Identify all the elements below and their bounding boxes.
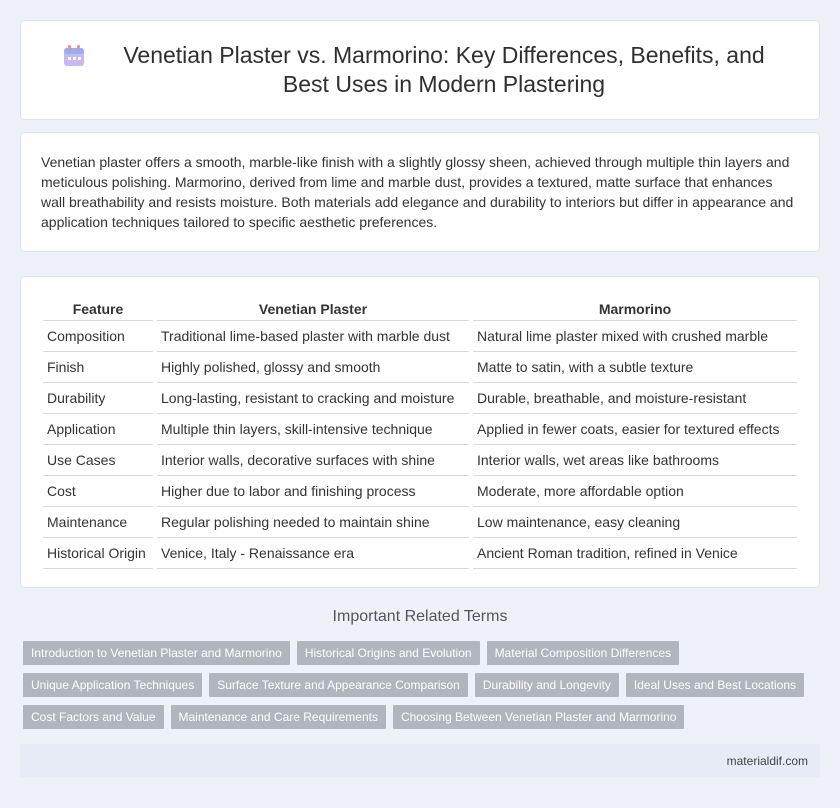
table-cell-feature: Use Cases — [43, 445, 153, 476]
footer-site-link[interactable]: materialdif.com — [726, 753, 808, 768]
table-cell-marmorino: Natural lime plaster mixed with crushed marble — [473, 321, 797, 352]
related-tag[interactable]: Choosing Between Venetian Plaster and Marmorino — [393, 705, 685, 729]
table-cell-marmorino: Applied in fewer coats, easier for textured effects — [473, 414, 797, 445]
table-cell-feature: Cost — [43, 476, 153, 507]
table-header-venetian: Venetian Plaster — [157, 295, 469, 321]
table-cell-marmorino: Moderate, more affordable option — [473, 476, 797, 507]
table-cell-feature: Application — [43, 414, 153, 445]
related-terms-heading: Important Related Terms — [332, 608, 508, 625]
intro-paragraph: Venetian plaster offers a smooth, marble-like finish with a slightly glossy sheen, achieved through multiple thin layers and meticulous polishing. Marmorino, derived from lime and marble dust, provides a textured, matte surface that enhances wall breathability and resists moisture. Both materials add elegance and durability to interiors but differ in appearance and application techniques tailored to specific aesthetic preferences. — [41, 154, 794, 230]
table-row — [43, 538, 797, 569]
table-row — [43, 507, 797, 538]
table-cell-feature: Maintenance — [43, 507, 153, 538]
table-cell-marmorino: Ancient Roman tradition, refined in Venice — [473, 538, 797, 569]
table-header-feature: Feature — [43, 295, 153, 321]
table-cell-venetian: Highly polished, glossy and smooth — [157, 352, 469, 383]
intro-card — [20, 132, 820, 252]
table-cell-venetian: Regular polishing needed to maintain shine — [157, 507, 469, 538]
table-header-row — [43, 295, 797, 321]
related-terms-tags — [23, 641, 823, 729]
table-cell-feature: Composition — [43, 321, 153, 352]
comparison-table-card — [20, 276, 820, 588]
table-cell-marmorino: Low maintenance, easy cleaning — [473, 507, 797, 538]
table-header-marmorino: Marmorino — [473, 295, 797, 321]
table-row — [43, 445, 797, 476]
table-cell-feature: Durability — [43, 383, 153, 414]
table-cell-venetian: Multiple thin layers, skill-intensive technique — [157, 414, 469, 445]
table-cell-marmorino: Interior walls, wet areas like bathrooms — [473, 445, 797, 476]
related-tag[interactable]: Introduction to Venetian Plaster and Marmorino — [23, 641, 290, 665]
related-tag[interactable]: Surface Texture and Appearance Comparison — [209, 673, 468, 697]
table-row — [43, 414, 797, 445]
table-row — [43, 476, 797, 507]
table-cell-venetian: Higher due to labor and finishing process — [157, 476, 469, 507]
related-tag[interactable]: Cost Factors and Value — [23, 705, 164, 729]
calendar-icon — [61, 43, 87, 69]
table-cell-marmorino: Durable, breathable, and moisture-resistant — [473, 383, 797, 414]
related-tag[interactable]: Maintenance and Care Requirements — [171, 705, 386, 729]
table-row — [43, 352, 797, 383]
comparison-table — [39, 295, 801, 569]
table-cell-marmorino: Matte to satin, with a subtle texture — [473, 352, 797, 383]
related-tag[interactable]: Ideal Uses and Best Locations — [626, 673, 804, 697]
related-tag[interactable]: Material Composition Differences — [487, 641, 680, 665]
related-tag[interactable]: Unique Application Techniques — [23, 673, 202, 697]
table-row — [43, 321, 797, 352]
table-cell-feature: Historical Origin — [43, 538, 153, 569]
table-cell-venetian: Venice, Italy - Renaissance era — [157, 538, 469, 569]
table-cell-venetian: Long-lasting, resistant to cracking and moisture — [157, 383, 469, 414]
page-title: Venetian Plaster vs. Marmorino: Key Differences, Benefits, and Best Uses in Modern Plastering — [123, 42, 765, 97]
related-tag[interactable]: Historical Origins and Evolution — [297, 641, 480, 665]
footer-bar — [20, 744, 820, 777]
related-tag[interactable]: Durability and Longevity — [475, 673, 619, 697]
header-card — [20, 20, 820, 120]
table-row — [43, 383, 797, 414]
table-cell-venetian: Traditional lime-based plaster with marble dust — [157, 321, 469, 352]
table-cell-venetian: Interior walls, decorative surfaces with shine — [157, 445, 469, 476]
table-cell-feature: Finish — [43, 352, 153, 383]
